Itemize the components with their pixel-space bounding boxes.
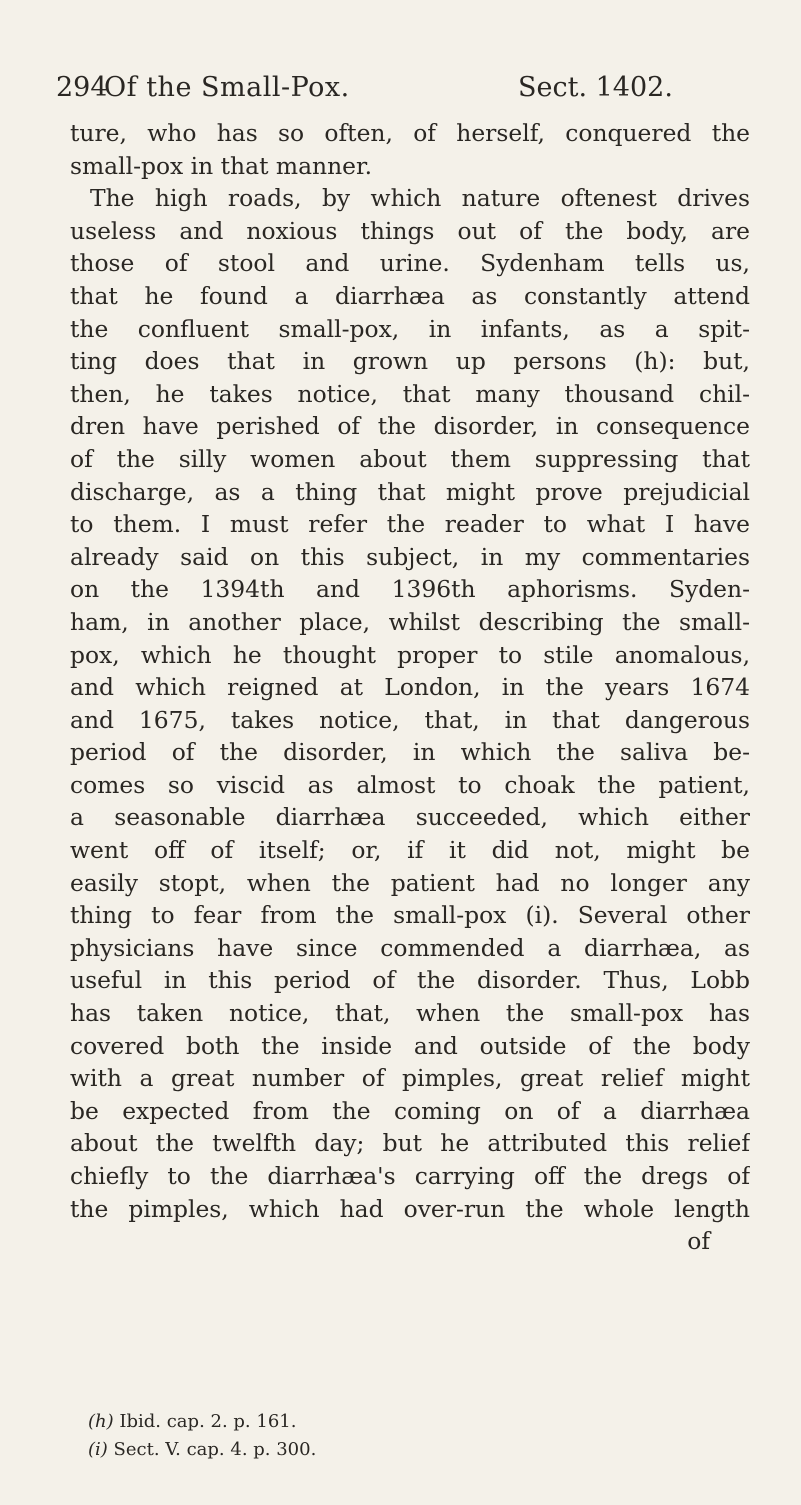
text-line: already said on this subject, in my commentaries bbox=[70, 542, 750, 571]
text-line: covered both the inside and outside of the body bbox=[70, 1031, 750, 1060]
text-line: with a great number of pimples, great relief might bbox=[70, 1064, 750, 1093]
text-line: the pimples, which had over-run the whole length bbox=[70, 1194, 750, 1223]
text-line: dren have perished of the disorder, in consequence bbox=[70, 412, 750, 441]
text-line: discharge, as a thing that might prove prejudicial bbox=[70, 477, 750, 506]
text-line: thing to fear from the small-pox (i). Several other bbox=[70, 901, 750, 930]
text-line: that he found a diarrhæa as constantly attend bbox=[70, 281, 750, 310]
text-line: and which reigned at London, in the years 1674 bbox=[70, 673, 750, 702]
text-line: went off of itself; or, if it did not, might be bbox=[70, 836, 750, 865]
text-line: pox, which he thought proper to stile anomalous, bbox=[70, 640, 750, 669]
text-line: comes so viscid as almost to choak the patient, bbox=[70, 770, 750, 799]
text-line: ting does that in grown up persons (h): but, bbox=[70, 347, 750, 376]
body-text bbox=[70, 117, 750, 1258]
text-line: useless and noxious things out of the body, are bbox=[70, 216, 750, 245]
catchword: of bbox=[687, 1227, 710, 1256]
text-line: ture, who has so often, of herself, conquered the bbox=[70, 119, 750, 147]
text-line: The high roads, by which nature oftenest drives bbox=[90, 184, 750, 213]
text-line: a seasonable diarrhæa succeeded, which either bbox=[70, 803, 750, 832]
text-line: ham, in another place, whilst describing the small- bbox=[70, 607, 750, 636]
footnote-mark: (i) bbox=[88, 1439, 108, 1460]
text-line: to them. I must refer the reader to what I have bbox=[70, 510, 750, 539]
footnote bbox=[88, 1436, 688, 1464]
running-title: Of the Small-Pox. bbox=[104, 72, 350, 103]
text-line: then, he takes notice, that many thousand chil- bbox=[70, 379, 750, 408]
text-line: and 1675, takes notice, that, in that dangerous bbox=[70, 705, 750, 734]
text-line: those of stool and urine. Sydenham tells us, bbox=[70, 249, 750, 278]
text-line: useful in this period of the disorder. Thus, Lobb bbox=[70, 966, 750, 995]
text-line: physicians have since commended a diarrhæa, as bbox=[70, 933, 750, 962]
footnote-mark: (h) bbox=[88, 1411, 114, 1432]
text-line: small-pox in that manner. bbox=[70, 151, 373, 180]
text-line: chiefly to the diarrhæa's carrying off the dregs of bbox=[70, 1162, 750, 1190]
text-line: about the twelfth day; but he attributed this relief bbox=[70, 1129, 750, 1158]
footnote-text: Sect. V. cap. 4. p. 300. bbox=[113, 1439, 317, 1460]
footnote-text: Ibid. cap. 2. p. 161. bbox=[119, 1411, 297, 1432]
text-line: easily stopt, when the patient had no longer any bbox=[70, 868, 750, 897]
footnotes bbox=[88, 1408, 688, 1464]
section-number: Sect. 1402. bbox=[518, 72, 673, 103]
text-line: be expected from the coming on of a diarrhæa bbox=[70, 1096, 750, 1125]
text-line: has taken notice, that, when the small-pox has bbox=[70, 999, 750, 1028]
text-line: period of the disorder, in which the saliva be- bbox=[70, 738, 750, 767]
footnote bbox=[88, 1408, 688, 1436]
text-line: the confluent small-pox, in infants, as a spit- bbox=[70, 314, 750, 343]
text-line: of the silly women about them suppressing that bbox=[70, 444, 750, 473]
text-line: on the 1394th and 1396th aphorisms. Syden- bbox=[70, 575, 750, 604]
page-number: 294 bbox=[56, 72, 108, 103]
